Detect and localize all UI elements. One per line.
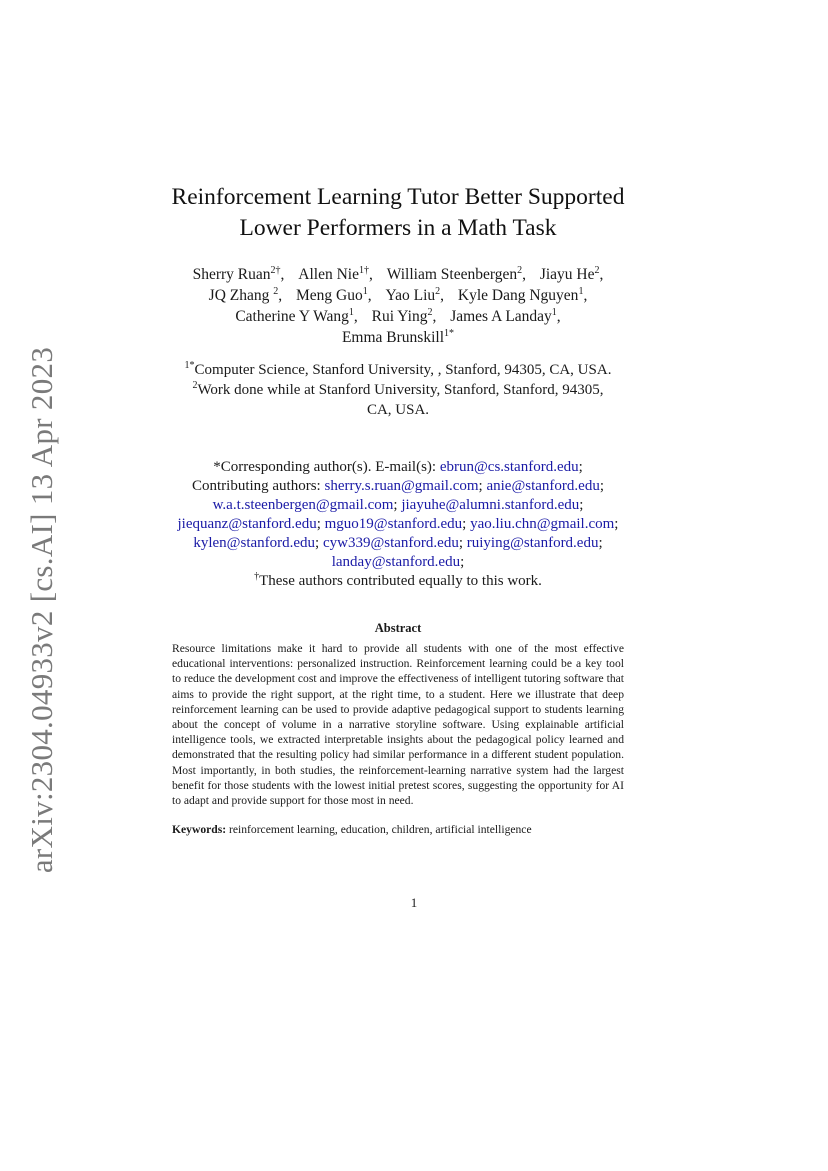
author: Jiayu He$^2$, xyxy=(539,265,604,283)
author: Rui Ying$^2$, xyxy=(371,307,437,325)
email-line: landay@stanford.edu; xyxy=(331,554,465,570)
email-link[interactable]: jiequanz@stanford.edu xyxy=(177,516,317,532)
author: Meng Guo$^1$, xyxy=(296,286,372,304)
author-line xyxy=(160,306,636,327)
paper-title xyxy=(160,182,636,244)
author: William Steenbergen$^2$, xyxy=(386,265,526,283)
paper-title-line-2: Lower Performers in a Math Task xyxy=(239,215,557,241)
email-link[interactable]: landay@stanford.edu xyxy=(331,554,461,570)
arxiv-stamp xyxy=(24,346,59,874)
keywords-text: reinforcement learning, education, children, artificial intelligence xyxy=(229,823,532,837)
email-link[interactable]: jiayuhe@alumni.stanford.edu xyxy=(401,497,580,513)
author-line xyxy=(160,285,636,306)
abstract-body: Resource limitations make it hard to provide all students with one of the most effective educational interventions: personalized instruction. Reinforcement learning could be a key tool to reduce the development cost and improve the effectiveness of intelligent tutoring software that aims to provide the right support, at the right time, to a student. Here we illustrate that deep reinforcement learning can be used to provide adaptive pedagogical support to students learning about the concept of volume in a narrative storyline software. Using explainable artificial intelligence tools, we extracted interpretable insights about the pedagogical policy learned and demonstrated that the resulting policy had similar performance in a different student population. Most importantly, in both studies, the reinforcement-learning narrative system had the largest benefit for those students with the lowest initial pretest scores, suggesting the opportunity for AI to adapt and provide support for those most in need. xyxy=(172,642,624,808)
author: JQ Zhang $^2$, xyxy=(208,286,283,304)
email-link[interactable]: mguo19@stanford.edu xyxy=(324,516,463,532)
author: Kyle Dang Nguyen$^1$, xyxy=(457,286,588,304)
author: Emma Brunskill$^{1*}$ xyxy=(341,328,455,346)
author: Allen Nie$^{1\dagger}$, xyxy=(298,265,373,283)
author-list xyxy=(160,264,636,348)
email-line: w.a.t.steenbergen@gmail.com; jiayuhe@alumni.stanford.edu; xyxy=(212,497,584,513)
email-line: jiequanz@stanford.edu; mguo19@stanford.edu; yao.liu.chn@gmail.com; xyxy=(177,516,619,532)
corresponding-author-line: *Corresponding author(s). E-mail(s): ebrun@cs.stanford.edu; xyxy=(213,459,583,475)
author-contacts xyxy=(152,458,644,591)
email-link[interactable]: anie@stanford.edu xyxy=(486,478,600,494)
email-link[interactable]: w.a.t.steenbergen@gmail.com xyxy=(212,497,394,513)
keywords-label: Keywords: xyxy=(172,823,227,837)
email-link[interactable]: kylen@stanford.edu xyxy=(193,535,316,551)
keywords xyxy=(172,822,624,837)
abstract-heading: Abstract xyxy=(374,621,422,635)
email-link[interactable]: yao.liu.chn@gmail.com xyxy=(470,516,615,532)
contributing-authors-line: Contributing authors: sherry.s.ruan@gmail.com; anie@stanford.edu; xyxy=(191,478,604,494)
author: Catherine Y Wang$^1$, xyxy=(235,307,358,325)
equal-contribution-note: †These authors contributed equally to this work. xyxy=(254,571,542,589)
email-link[interactable]: ebrun@cs.stanford.edu xyxy=(439,459,579,475)
author: Sherry Ruan$^{2\dagger}$, xyxy=(192,265,285,283)
author: Yao Liu$^2$, xyxy=(385,286,445,304)
arxiv-stamp-text: arXiv:2304.04933v2 [cs.AI] 13 Apr 2023 xyxy=(24,346,59,874)
email-link[interactable]: sherry.s.ruan@gmail.com xyxy=(324,478,479,494)
affiliation-2: $^2$Work done while at Stanford University, Stanford, Stanford, 94305, xyxy=(192,380,604,398)
paper-first-page xyxy=(160,182,636,837)
paper-title-line-1: Reinforcement Learning Tutor Better Supported xyxy=(171,184,625,210)
email-line: kylen@stanford.edu; cyw339@stanford.edu; ruiying@stanford.edu; xyxy=(193,535,603,551)
affiliation-1: $^{1*}$Computer Science, Stanford University, , Stanford, 94305, CA, USA. xyxy=(184,360,612,378)
author-line xyxy=(160,327,636,348)
page-number: 1 xyxy=(410,895,418,910)
email-link[interactable]: ruiying@stanford.edu xyxy=(466,535,599,551)
affiliation-2-continued: CA, USA. xyxy=(366,402,430,418)
author-line xyxy=(160,264,636,285)
affiliations xyxy=(160,360,636,420)
author: James A Landay$^1$, xyxy=(450,307,561,325)
email-link[interactable]: cyw339@stanford.edu xyxy=(322,535,459,551)
